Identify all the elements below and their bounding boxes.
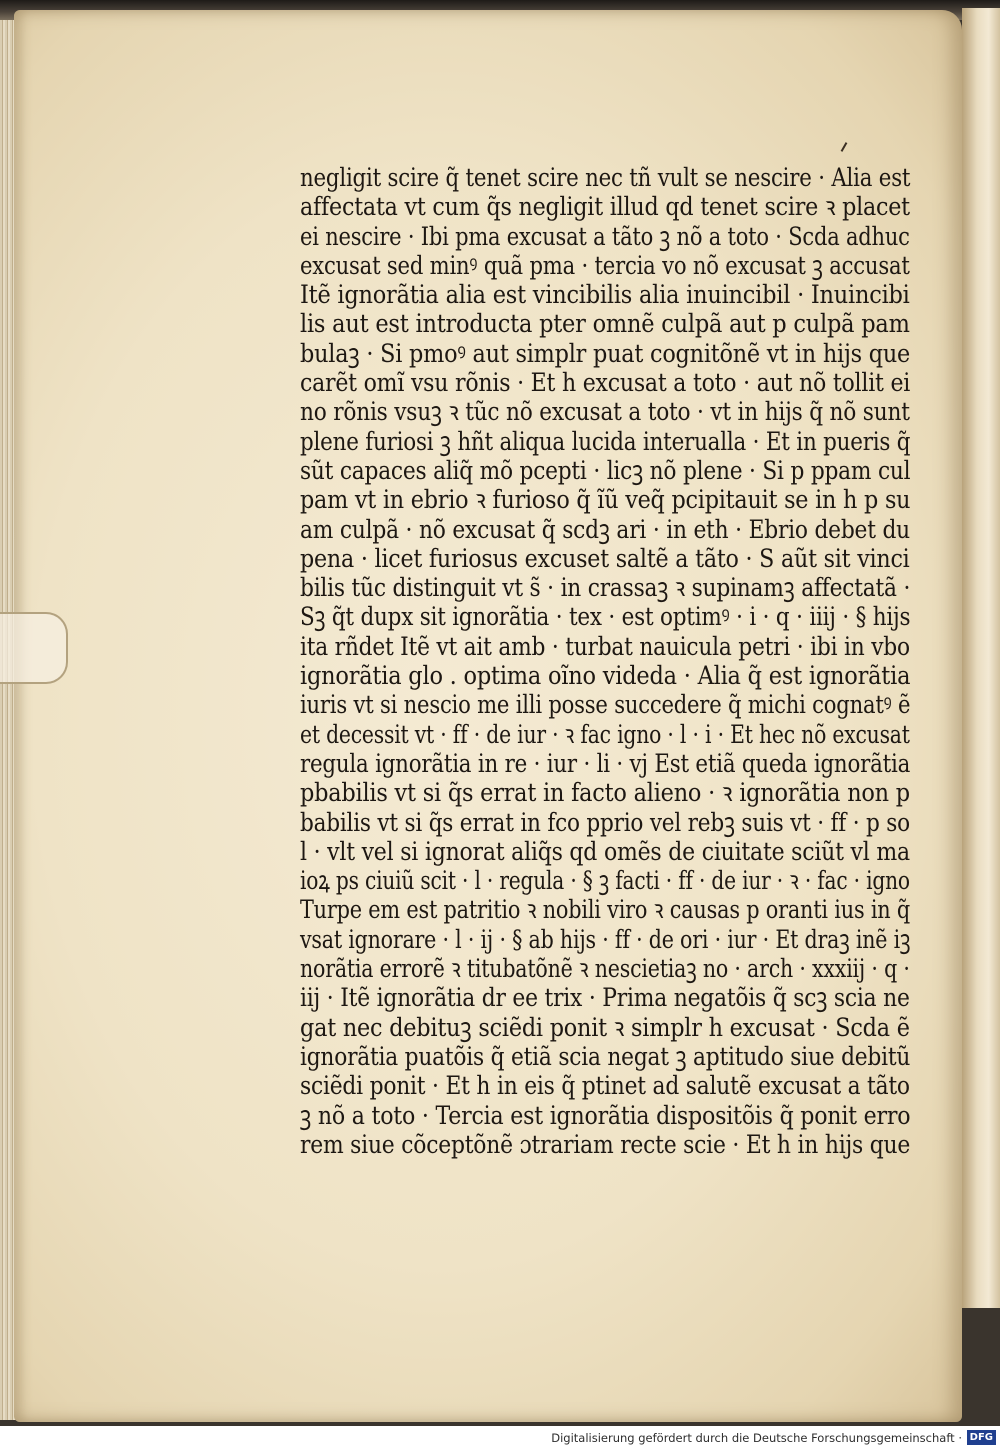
book-gutter: [962, 8, 1000, 1308]
text-line: negligit scire q̃ tenet scire nec tñ vult se nescire · Alia est: [300, 163, 911, 193]
text-line: l · vlt vel si ignorat aliq̃s qd omẽs de ciuitate sciũt vl ma: [300, 836, 910, 867]
text-line: pena · licet furiosus excuset saltẽ a tãto · S aũt sit vinci: [300, 543, 910, 574]
funding-credit: Digitalisierung gefördert durch die Deutsche Forschungsgemeinschaft ·: [551, 1431, 962, 1445]
text-line: Itẽ ignorãtia alia est vincibilis alia inuincibil · Inuincibi: [300, 280, 910, 311]
text-line: am culpã · nõ excusat q̃ scdꝫ ari · in eth · Ebrio debet du: [300, 514, 910, 545]
text-line: Sꝫ q̃t dupx sit ignorãtia · tex · est optimꝰ · i · q · iiij · § hijs: [300, 602, 911, 633]
text-line: bilis tũc distinguit vt s̃ · in crassaꝫ ꝛ supinamꝫ affectatã ·: [300, 573, 911, 604]
text-line: bulaꝫ · Si pmoꝰ aut simplr puat cognitõnẽ vt in hijs que: [300, 338, 911, 369]
text-line: sũt capaces aliq̃ mõ pcepti · licꝫ nõ plene · Si p ppam cul: [300, 455, 911, 486]
text-line: norãtia errorẽ ꝛ titubatõnẽ ꝛ nescietiaꝫ no · arch · xxxiij · q ·: [300, 954, 910, 985]
text-line: ignorãtia glo . optima oĩno videda · Alia q̃ est ignorãtia: [300, 661, 911, 692]
text-line: iij · Itẽ ignorãtia dr ee trix · Prima negatõis q̃ scꝫ scia ne: [300, 983, 910, 1014]
text-line: sciẽdi ponit · Et h in eis q̃ ptinet ad salutẽ excusat a tãto: [300, 1071, 910, 1102]
text-line: ꝫ nõ a toto · Tercia est ignorãtia dispositõis q̃ ponit erro: [300, 1100, 911, 1131]
dfg-logo: DFG: [967, 1430, 996, 1445]
text-line: carẽt omĩ vsu rõnis · Et h excusat a toto · aut nõ tollit ei: [300, 368, 911, 399]
thumb-index-tab: [0, 612, 68, 684]
digitization-footer: [0, 1426, 1000, 1449]
incunable-text-column: [300, 164, 910, 1160]
text-line: affectata vt cum q̃s negligit illud qd tenet scire ꝛ placet: [300, 192, 910, 223]
text-line: rem siue cõceptõnẽ ɔtrariam recte scie · Et h in hijs que: [300, 1129, 911, 1160]
text-line: Turpe em est patritio ꝛ nobili viro ꝛ causas p oranti ius in q̃: [300, 895, 911, 926]
text-line: excusat sed minꝰ quã pma · tercia vo nõ excusat ꝫ accusat: [300, 250, 910, 281]
text-line: plene furiosi ꝫ hñt aliqua lucida interualla · Et in pueris q̃: [300, 426, 911, 457]
text-line: ei nescire · Ibi pma excusat a tãto ꝫ nõ a toto · Scda adhuc: [300, 221, 910, 252]
text-line: vsat ignorare · l · ij · § ab hijs · ff · de ori · iur · Et draꝫ inẽ iꝫ: [300, 924, 911, 955]
text-line: pam vt in ebrio ꝛ furioso q̃ ĩũ veq̃ pcipitauit se in h p su: [300, 485, 911, 516]
text-line: lis aut est introducta pter omnẽ culpã aut p culpã pam: [300, 309, 910, 340]
text-line: ita rñdet Itẽ vt ait amb · turbat nauicula petri · ibi in vbo: [300, 631, 910, 662]
text-line: et decessit vt · ff · de iur · ꝛ fac igno · l · i · Et hec nõ excusat: [300, 719, 910, 750]
text-line: regula ignorãtia in re · iur · li · vj Est etiã queda ignorãtia: [300, 748, 911, 779]
text-line: pbabilis vt si q̃s errat in facto alieno · ꝛ ignorãtia non p: [300, 778, 910, 809]
text-line: babilis vt si q̃s errat in fco pprio vel rebꝫ suis vt · ff · p so: [300, 807, 910, 838]
text-line: iuris vt si nescio me illi posse succedere q̃ michi cognatꝰ ẽ: [300, 690, 911, 721]
text-line: gat nec debituꝫ sciẽdi ponit ꝛ simplr h excusat · Scda ẽ: [300, 1012, 910, 1043]
text-line: ignorãtia puatõis q̃ etiã scia negat ꝫ aptitudo siue debitũ: [300, 1041, 911, 1072]
text-line: no rõnis vsuꝫ ꝛ tũc nõ excusat a toto · vt in hijs q̃ nõ sunt: [300, 397, 910, 428]
text-line: ioꝝ ps ciuiũ scit · l · regula · § ꝫ facti · ff · de iur · ꝛ · fac · igno: [300, 866, 910, 897]
